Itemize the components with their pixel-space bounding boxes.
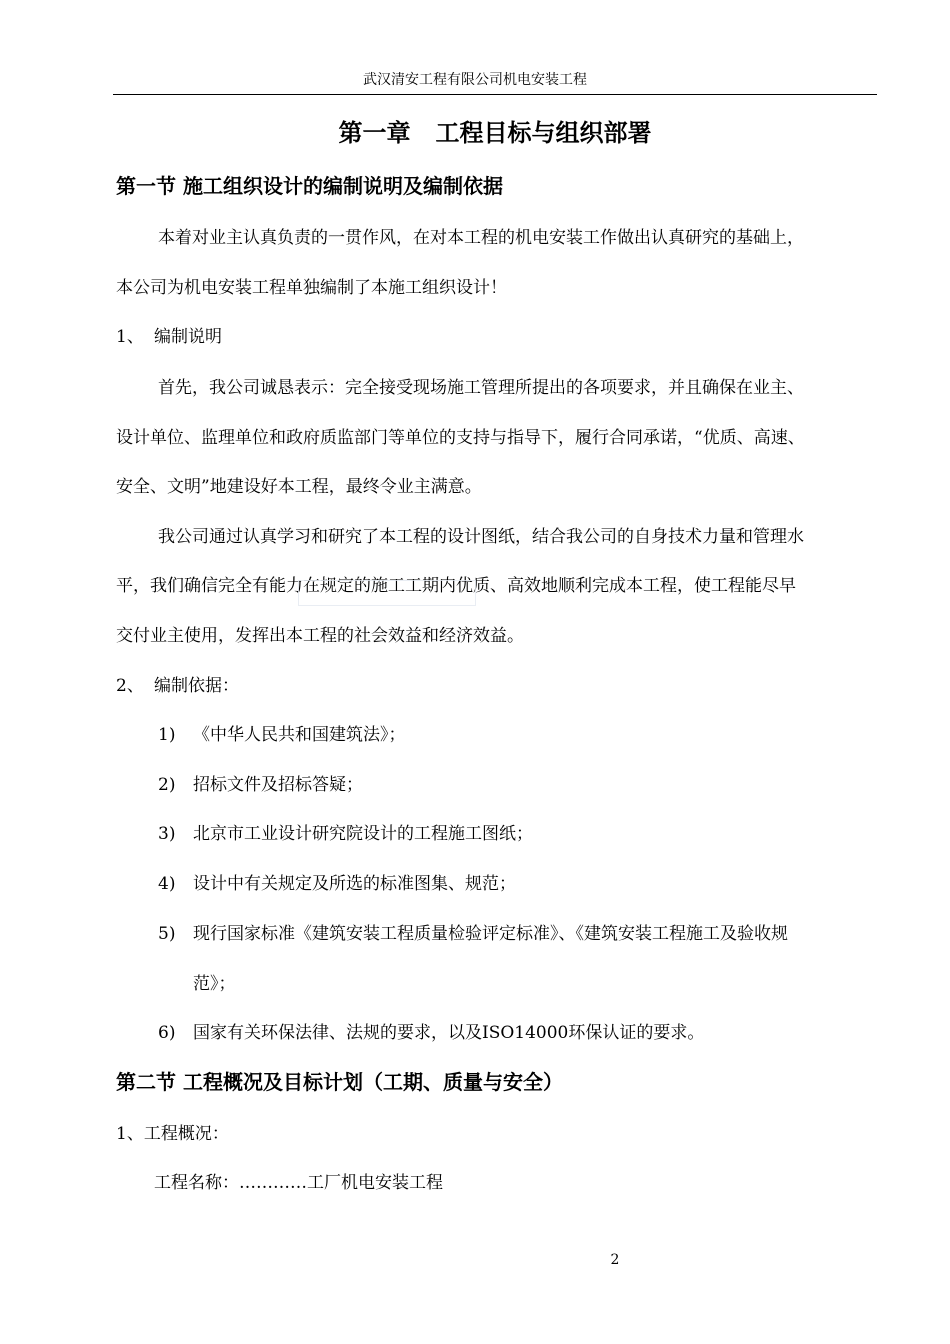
- basis-3-number: 3): [158, 824, 176, 844]
- item-2-title: 编制依据：: [154, 676, 239, 696]
- basis-2-number: 2): [158, 775, 176, 795]
- paragraph-2-line-2: 平，我们确信完全有能力在规定的施工工期内优质、高效地顺利完成本工程，使工程能尽早: [116, 576, 796, 596]
- basis-4-number: 4): [158, 874, 176, 894]
- basis-3-text: 北京市工业设计研究院设计的工程施工图纸；: [193, 824, 533, 844]
- item-1-number: 1、: [116, 327, 144, 347]
- intro-line-2: 本公司为机电安装工程单独编制了本施工组织设计！: [116, 278, 507, 298]
- paragraph-1-line-2: 设计单位、监理单位和政府质监部门等单位的支持与指导下，履行合同承诺，“优质、高速、: [116, 428, 805, 448]
- basis-1-number: 1): [158, 725, 176, 745]
- project-name: 工程名称：…………工厂机电安装工程: [154, 1173, 443, 1193]
- basis-6-number: 6): [158, 1023, 176, 1043]
- chapter-title: 第一章 工程目标与组织部署: [338, 119, 652, 147]
- page-header: 武汉清安工程有限公司机电安装工程: [363, 72, 587, 88]
- basis-5-number: 5): [158, 924, 176, 944]
- basis-2-text: 招标文件及招标答疑；: [193, 775, 363, 795]
- basis-5-text: 现行国家标准《建筑安装工程质量检验评定标准》、《建筑安装工程施工及验收规: [193, 924, 788, 944]
- basis-6-text: 国家有关环保法律、法规的要求，以及ISO14000环保认证的要求。: [193, 1023, 705, 1043]
- paragraph-2-line-1: 我公司通过认真学习和研究了本工程的设计图纸，结合我公司的自身技术力量和管理水: [158, 527, 804, 547]
- page-number: 2: [610, 1252, 620, 1268]
- paragraph-1-line-1: 首先，我公司诚恳表示：完全接受现场施工管理所提出的各项要求，并且确保在业主、: [158, 378, 804, 398]
- section-2-heading: 第二节 工程概况及目标计划（工期、质量与安全）: [116, 1070, 563, 1094]
- intro-line-1: 本着对业主认真负责的一贯作风，在对本工程的机电安装工作做出认真研究的基础上，: [158, 228, 804, 248]
- item-2-number: 2、: [116, 676, 144, 696]
- basis-4-text: 设计中有关规定及所选的标准图集、规范；: [193, 874, 516, 894]
- basis-1-text: 《中华人民共和国建筑法》；: [193, 725, 406, 745]
- item-1-title: 编制说明: [154, 327, 222, 347]
- section-1-heading: 第一节 施工组织设计的编制说明及编制依据: [116, 174, 503, 198]
- paragraph-1-line-3: 安全、文明”地建设好本工程，最终令业主满意。: [116, 477, 482, 497]
- overview-label: 1、工程概况：: [116, 1124, 229, 1144]
- faint-watermark-box: [298, 580, 476, 606]
- basis-5-text-continued: 范》；: [193, 974, 236, 994]
- header-rule: [113, 94, 877, 95]
- paragraph-2-line-3: 交付业主使用，发挥出本工程的社会效益和经济效益。: [116, 626, 524, 646]
